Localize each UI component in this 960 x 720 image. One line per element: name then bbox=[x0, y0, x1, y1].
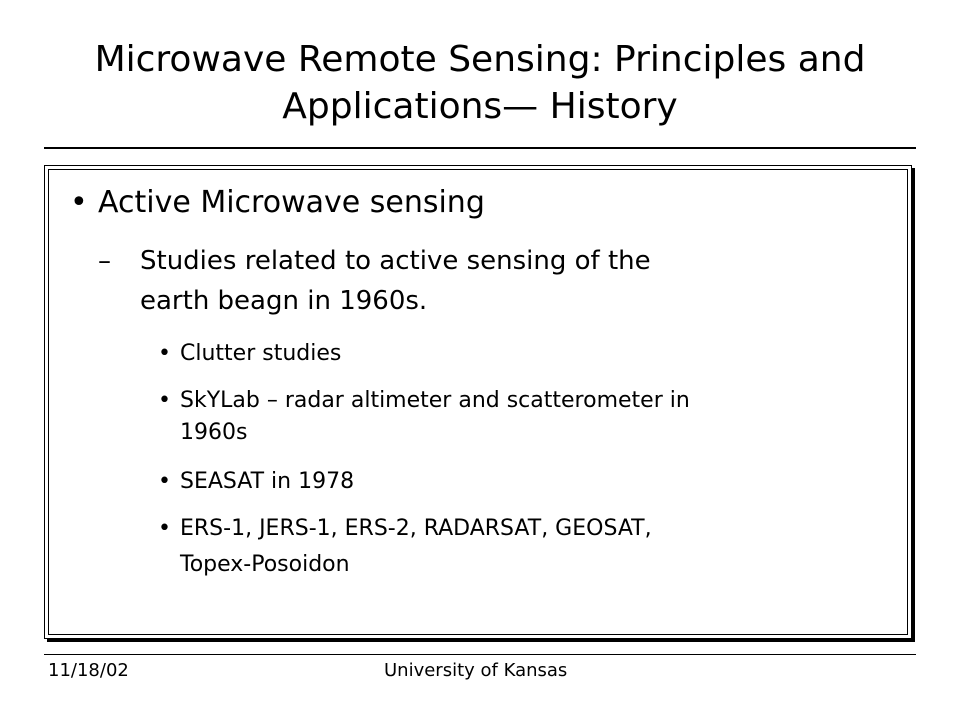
slide-title-line-1: Microwave Remote Sensing: Principles and bbox=[94, 39, 866, 80]
sub-bullet-line-1: Studies related to active sensing of the bbox=[140, 246, 651, 276]
bullet-marker-level3: • bbox=[158, 516, 171, 541]
list-item-seasat: SEASAT in 1978 bbox=[180, 469, 355, 494]
bullet-marker-level2: – bbox=[98, 246, 111, 276]
footer-organization: University of Kansas bbox=[384, 660, 568, 681]
sub-bullet-line-2: earth beagn in 1960s. bbox=[140, 286, 428, 316]
bullet-marker-level1: • bbox=[70, 185, 88, 220]
bullet-marker-level3: • bbox=[158, 469, 171, 494]
title-divider bbox=[44, 147, 916, 149]
list-item-skylab-line-2: 1960s bbox=[180, 420, 248, 445]
footer-divider bbox=[44, 654, 916, 655]
slide-title-line-2: Applications— History bbox=[282, 86, 678, 127]
slide-title bbox=[0, 36, 960, 130]
bullet-heading-active-microwave: Active Microwave sensing bbox=[98, 185, 485, 220]
list-item-skylab-line-1: SkYLab – radar altimeter and scatterometer in bbox=[180, 388, 690, 413]
bullet-marker-level3: • bbox=[158, 341, 171, 366]
footer-date: 11/18/02 bbox=[48, 660, 129, 681]
list-item-satellites-line-1: ERS-1, JERS-1, ERS-2, RADARSAT, GEOSAT, bbox=[180, 516, 652, 541]
list-item-clutter-studies: Clutter studies bbox=[180, 341, 342, 366]
bullet-marker-level3: • bbox=[158, 388, 171, 413]
list-item-satellites-line-2: Topex-Posoidon bbox=[180, 552, 350, 577]
